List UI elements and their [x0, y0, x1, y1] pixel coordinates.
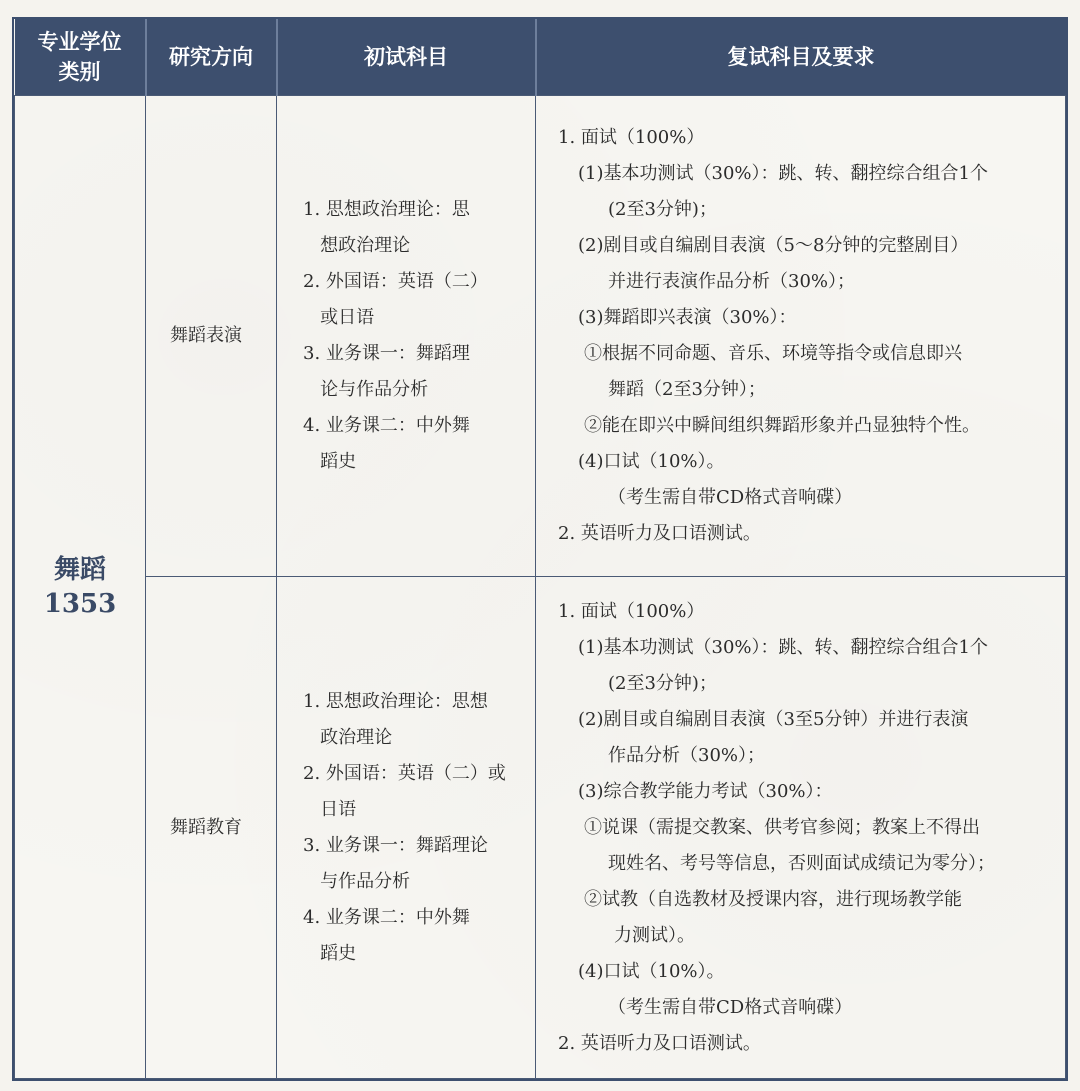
retest-line: (2至3分钟)；: [608, 199, 717, 220]
admission-table: [14, 19, 1066, 1079]
initial-subject-line: 蹈史: [303, 451, 357, 472]
initial-subject-line: 3. 业务课一：舞蹈理论: [303, 834, 488, 856]
retest-line: 现姓名、考号等信息，否则面试成绩记为零分）；: [608, 852, 995, 874]
initial-subject-line: 与作品分析: [303, 870, 411, 892]
retest-line: ①说课（需提交教案、供考官参阅；教案上不得出: [584, 816, 980, 838]
initial-subject-line: 1. 思想政治理论：思: [303, 199, 470, 220]
initial-subjects-cell: [277, 96, 536, 577]
table-row-education: [15, 577, 1066, 1079]
initial-subject-line: 政治理论: [303, 726, 393, 748]
degree-category-cell: [15, 96, 146, 1079]
retest-line: 1. 面试（100%）: [558, 127, 705, 148]
header-degree-type: [15, 19, 146, 96]
header-retest-subjects: 复试科目及要求: [536, 19, 1066, 96]
retest-line: (2至3分钟)；: [608, 672, 717, 694]
retest-line: ①根据不同命题、音乐、环境等指令或信息即兴: [584, 343, 962, 364]
initial-subjects-cell: [277, 577, 536, 1079]
retest-line: ②试教（自选教材及授课内容，进行现场教学能: [584, 888, 962, 910]
initial-subject-line: 2. 外国语：英语（二）: [303, 271, 488, 292]
header-degree-type-line1: 专业学位: [37, 29, 122, 54]
retest-line: (4)口试（10%）。: [578, 451, 725, 472]
direction-cell: 舞蹈教育: [146, 577, 277, 1079]
retest-line: ②能在即兴中瞬间组织舞蹈形象并凸显独特个性。: [584, 415, 980, 436]
header-initial-subjects: 初试科目: [277, 19, 536, 96]
direction-cell: 舞蹈表演: [146, 96, 277, 577]
retest-line: (2)剧目或自编剧目表演（3至5分钟）并进行表演: [578, 708, 969, 730]
initial-subject-line: 4. 业务课二：中外舞: [303, 906, 470, 928]
initial-subject-line: 3. 业务课一：舞蹈理: [303, 343, 470, 364]
retest-line: 1. 面试（100%）: [558, 600, 705, 622]
retest-line: 力测试）。: [614, 924, 695, 946]
retest-line: (1)基本功测试（30%）：跳、转、翻控综合组合1个: [578, 636, 988, 658]
initial-subject-line: 2. 外国语：英语（二）或: [303, 762, 506, 784]
initial-subject-line: 1. 思想政治理论：思想: [303, 690, 488, 712]
retest-line: (1)基本功测试（30%）：跳、转、翻控综合组合1个: [578, 163, 988, 184]
retest-line: (4)口试（10%）。: [578, 960, 725, 982]
retest-line: 2. 英语听力及口语测试。: [558, 523, 761, 544]
retest-line: 舞蹈（2至3分钟）；: [608, 379, 766, 400]
retest-line: (3)综合教学能力考试（30%）：: [578, 780, 833, 802]
retest-subjects-cell: [536, 96, 1066, 577]
initial-subject-line: 想政治理论: [303, 235, 411, 256]
degree-category-name: 舞蹈: [53, 555, 106, 585]
degree-category-code: 1353: [43, 589, 117, 619]
retest-line: 2. 英语听力及口语测试。: [558, 1032, 761, 1054]
initial-subject-line: 论与作品分析: [303, 379, 429, 400]
table-row-performance: [15, 96, 1066, 577]
header-direction: 研究方向: [146, 19, 277, 96]
retest-line: (3)舞蹈即兴表演（30%）：: [578, 307, 797, 328]
retest-line: （考生需自带CD格式音响碟）: [608, 487, 853, 508]
initial-subject-line: 蹈史: [303, 942, 357, 964]
initial-subject-line: 或日语: [303, 307, 375, 328]
retest-line: 并进行表演作品分析（30%）；: [608, 271, 856, 292]
retest-line: (2)剧目或自编剧目表演（5～8分钟的完整剧目）: [578, 235, 969, 256]
initial-subject-line: 4. 业务课二：中外舞: [303, 415, 470, 436]
header-degree-type-line2: 类别: [58, 59, 101, 84]
retest-line: 作品分析（30%）；: [608, 744, 766, 766]
initial-subject-line: 日语: [303, 798, 357, 820]
admission-table-frame: [12, 17, 1068, 1081]
table-header-row: [15, 19, 1066, 96]
retest-line: （考生需自带CD格式音响碟）: [608, 996, 853, 1018]
retest-subjects-cell: [536, 577, 1066, 1079]
